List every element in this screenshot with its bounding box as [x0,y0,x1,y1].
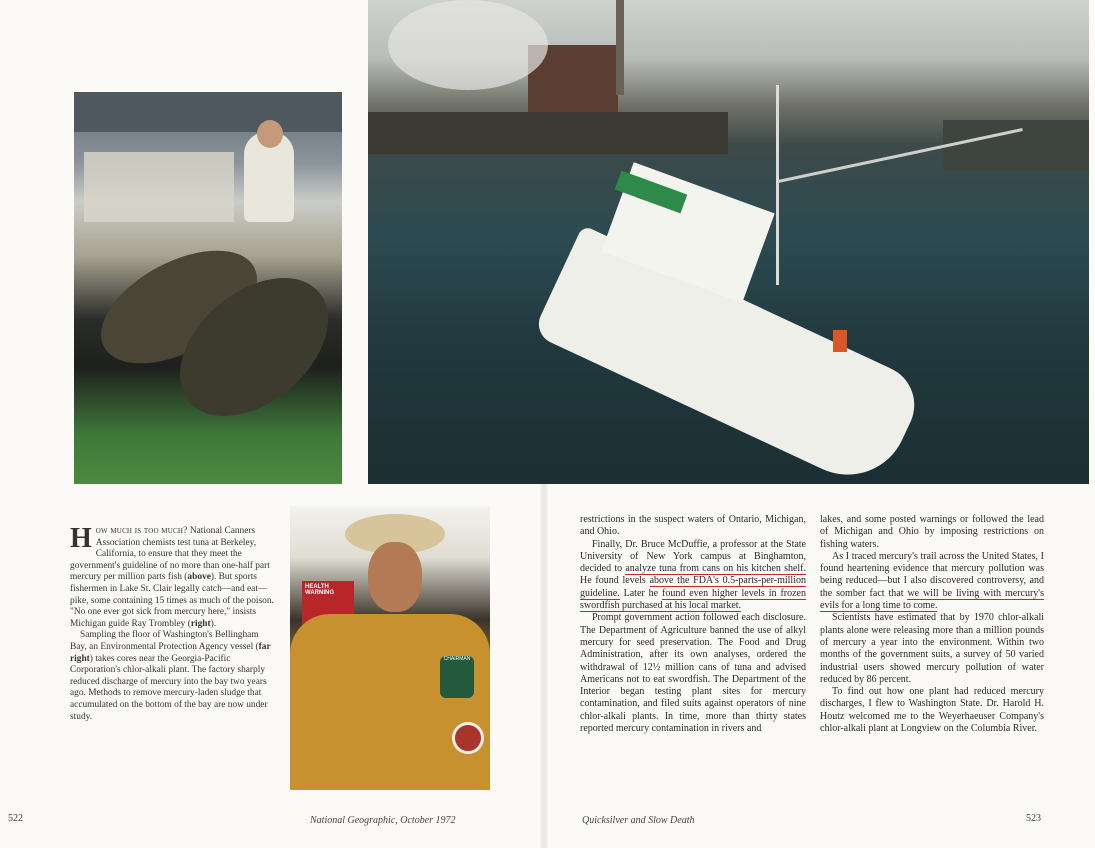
lab-ceiling [74,92,342,132]
caption-text: ). [210,618,217,629]
drop-cap: H [70,523,92,554]
caption-text: ). But sports fishermen in Lake St. Clair legally catch—and eat—pike, some containing 15 times as much of the poison. "No one ever got sick from mercury here," insists Michigan guide Ray Trombley ( [70,572,274,629]
body-text: As I traced mercury's trail across the United States, I found heartening evidence that mercury pollution was being reduced—but I also discovered controversy, and the somber fact that [820,550,1044,599]
body-paragraph: Scientists have estimated that by 1970 chlor-alkali plants alone were releasing more than a million pounds of mercury a year into the environment. Within two months of the government suits, a survey of 50 varied industrial users showed mercury pollution of water reduced by 86 percent. [820,612,1044,685]
chairman-patch [440,656,474,698]
body-paragraph [580,539,806,613]
article-column-right [820,514,1044,735]
body-text: He found levels [580,575,650,587]
chemist-head [257,120,283,148]
guide-jacket [290,614,490,790]
magazine-footer: National Geographic, October 1972 [310,815,456,826]
caption-para-2 [70,630,274,723]
underlined-text: found even higher levels in frozen swordfish purchased at his local market. [580,587,806,612]
photo-caption [70,523,274,723]
guide-face [368,542,422,612]
caption-para-1 [70,523,274,630]
round-patch [452,722,484,754]
caption-text: Sampling the floor of Washington's Bellingham Bay, an Environmental Protection Agency vessel ( [70,630,259,652]
page-number-left: 522 [8,813,23,824]
underlined-text: above the FDA's 0.5-parts-per-million guideline. [580,575,806,599]
pier [368,112,728,154]
sign-text: HEALTH WARNING [305,584,334,596]
caption-ref-right: right [190,618,211,629]
underlined-text: we will be living with mercury's evils for a long time to come. [820,587,1044,612]
article-footer: Quicksilver and Slow Death [582,815,695,826]
body-text: Later he [619,587,662,599]
caption-ref-above: above [187,572,211,583]
underlined-text: analyze tuna from cans on his kitchen shelf. [625,563,807,575]
crew-member [833,330,847,352]
body-paragraph: Prompt government action followed each disclosure. The Department of Agriculture banned the use of alkyl mercury for seed preservation. The Food and Drug Administration, after its own analyses, ordered the withdrawal of 12½ million cans of tuna and advised Americans not to eat swordfish. The Department of the Interior began testing plant sites for mercury contamination, and filed suits against operators of nine chlor-alkali plants. In time, more than thirty states reported mercury contamination in rivers and [580,612,806,735]
far-shore [943,120,1089,170]
steam-cloud [388,0,548,90]
body-text: Finally, Dr. Bruce McDuffie, a professor at the State University of New York campus at Binghamton, decided to [580,538,806,575]
lab-bench [84,152,234,222]
caption-lead: ow much is too much? [95,526,188,536]
caption-text: ) takes cores near the Georgia-Pacific Corporation's chlor-alkali plant. The factory sharply reduced discharge of mercury into the bay two years ago. Methods to remove mercury-laden sludge that accumulated on the bottom of the bay are now under study. [70,653,268,722]
patch-text: CHAIRMAN [443,656,471,662]
lab-tuna-photo [74,92,342,484]
body-paragraph: restrictions in the suspect waters of Ontario, Michigan, and Ohio. [580,514,806,538]
boat-mast [776,85,779,285]
body-paragraph: To find out how one plant had reduced mercury discharges, I flew to Washington State. Dr. Harold H. Houtz welcomed me to the Weyerhaeuser Company's chlor-alkali plant at Longview on the Columbia River. [820,686,1044,735]
caption-ref-far-right: far right [70,641,271,664]
epa-vessel-photo [368,0,1089,484]
article-column-left [580,514,806,735]
guide-portrait-photo [290,506,490,790]
page-number-right: 523 [1026,813,1041,824]
body-paragraph: lakes, and some posted warnings or followed the lead of Michigan and Ohio by imposing restrictions on fishing waters. [820,514,1044,550]
smokestack [616,0,624,95]
body-paragraph [820,551,1044,612]
caption-text: National Canners Association chemists test tuna at Berkeley, California, to ensure that they meet the government's guideline of no more than one-half part mercury per million parts fish ( [70,526,270,583]
